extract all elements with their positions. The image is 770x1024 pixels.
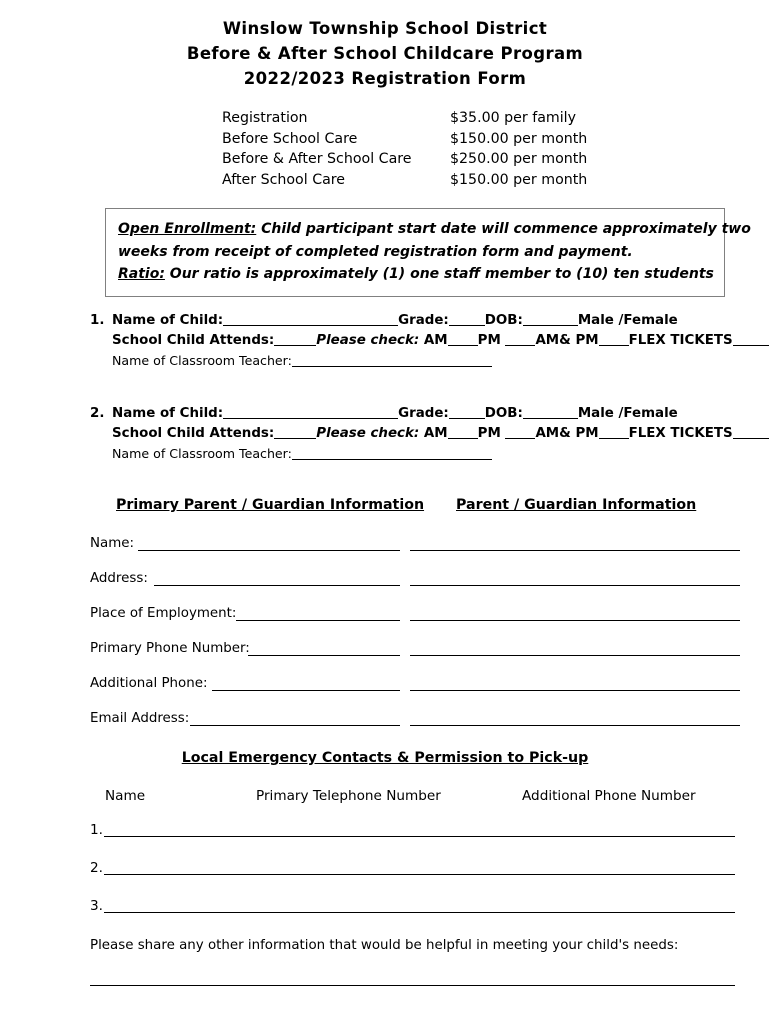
pm-checkbox[interactable] <box>505 438 535 439</box>
flex-tickets-label: FLEX TICKETS <box>628 426 733 441</box>
pm-checkbox[interactable] <box>505 345 535 346</box>
child-teacher-input[interactable] <box>292 459 492 460</box>
open-enrollment-label: Open Enrollment: <box>118 221 257 237</box>
child-school-fields <box>112 331 769 351</box>
parent-field-label: Additional Phone: <box>90 676 208 691</box>
am-pm-checkbox[interactable] <box>599 438 629 439</box>
title-line-form: 2022/2023 Registration Form <box>243 69 527 88</box>
child-grade-input[interactable] <box>449 418 485 419</box>
emergency-contact-row <box>90 860 735 898</box>
child-school-label: School Child Attends: <box>112 426 275 441</box>
child-name-fields <box>112 404 740 424</box>
please-check-label: Please check: <box>316 426 420 441</box>
fee-name: Before School Care <box>222 130 358 147</box>
parent-field-label: Name: <box>90 536 135 551</box>
child-grade-label: Grade: <box>398 313 449 328</box>
flex-tickets-input[interactable] <box>733 345 769 346</box>
ratio-line <box>118 263 712 286</box>
additional-info-input[interactable] <box>90 985 735 986</box>
emergency-contact-row <box>90 822 735 860</box>
fee-table <box>222 108 642 190</box>
fee-name: Before & After School Care <box>222 151 412 167</box>
pm-label: PM <box>477 333 501 348</box>
am-pm-label: AM& PM <box>535 426 599 441</box>
child-name-input[interactable] <box>223 418 398 419</box>
am-checkbox[interactable] <box>448 438 478 439</box>
child-teacher-row <box>90 444 740 464</box>
ratio-label: Ratio: <box>118 266 165 282</box>
child-school-row <box>90 331 740 351</box>
primary-parent-primary-phone-input[interactable] <box>248 655 400 656</box>
child-dob-input[interactable] <box>523 325 578 326</box>
emergency-column-name: Name <box>105 788 146 804</box>
parent-field-row <box>90 711 740 746</box>
pm-label: PM <box>477 426 501 441</box>
emergency-contact-input-1[interactable] <box>104 836 735 837</box>
parent-field-label: Email Address: <box>90 711 190 726</box>
fee-row <box>222 149 642 170</box>
child-name-row <box>90 311 740 331</box>
primary-parent-name-input[interactable] <box>138 550 400 551</box>
secondary-parent-heading: Parent / Guardian Information <box>456 497 697 513</box>
child-dob-label: DOB: <box>484 313 523 328</box>
form-title-block <box>0 0 770 91</box>
parent-field-row <box>90 571 740 606</box>
fee-name: After School Care <box>222 171 346 188</box>
emergency-contact-input-3[interactable] <box>104 912 735 913</box>
child-dob-input[interactable] <box>523 418 578 419</box>
ratio-text: Our ratio is approximately (1) one staff member to (10) ten students <box>164 266 714 282</box>
child-name-row <box>90 404 740 424</box>
child-school-input[interactable] <box>274 345 316 346</box>
emergency-section-heading <box>0 750 770 766</box>
child-name-input[interactable] <box>223 325 398 326</box>
secondary-parent-employment-input[interactable] <box>410 620 740 621</box>
parent-field-label: Primary Phone Number: <box>90 641 250 656</box>
fee-name: Registration <box>222 110 308 126</box>
emergency-contact-row <box>90 898 735 936</box>
open-enrollment-box <box>105 208 751 297</box>
child-school-fields <box>112 424 769 444</box>
am-checkbox[interactable] <box>448 345 478 346</box>
child-grade-label: Grade: <box>398 406 449 421</box>
child-teacher-label: Name of Classroom Teacher: <box>112 446 292 461</box>
please-check-label: Please check: <box>316 333 420 348</box>
parent-field-label: Address: <box>90 571 148 586</box>
emergency-contact-input-2[interactable] <box>104 874 735 875</box>
open-enrollment-line-2: weeks from receipt of completed registration form and payment. <box>118 243 633 260</box>
child-name-fields <box>112 311 740 331</box>
open-enrollment-text-1: Child participant start date will commence approximately two <box>256 221 751 237</box>
emergency-row-number: 3. <box>90 898 103 914</box>
am-label: AM <box>423 333 448 348</box>
fee-price: $35.00 per family <box>450 110 577 126</box>
primary-parent-heading: Primary Parent / Guardian Information <box>116 497 425 513</box>
secondary-parent-name-input[interactable] <box>410 550 740 551</box>
child-school-label: School Child Attends: <box>112 333 275 348</box>
child-school-row <box>90 424 740 444</box>
parent-field-row <box>90 676 740 711</box>
emergency-column-additional-phone: Additional Phone Number <box>522 788 696 804</box>
primary-parent-employment-input[interactable] <box>236 620 400 621</box>
parent-fields <box>90 536 740 746</box>
secondary-parent-address-input[interactable] <box>410 585 740 586</box>
open-enrollment-line-1 <box>118 218 751 241</box>
primary-parent-email-input[interactable] <box>190 725 400 726</box>
child-teacher-input[interactable] <box>292 366 492 367</box>
parent-field-row <box>90 606 740 641</box>
fee-price: $150.00 per month <box>450 171 588 188</box>
secondary-parent-primary-phone-input[interactable] <box>410 655 740 656</box>
title-line-district: Winslow Township School District <box>222 19 548 38</box>
emergency-heading-text: Local Emergency Contacts & Permission to Pick-up <box>181 750 589 766</box>
fee-price: $250.00 per month <box>450 151 588 167</box>
am-label: AM <box>423 426 448 441</box>
child-entry-2 <box>90 404 740 464</box>
parent-field-label: Place of Employment: <box>90 606 237 621</box>
child-teacher-row <box>90 351 740 371</box>
parent-field-row <box>90 641 740 676</box>
child-teacher-label: Name of Classroom Teacher: <box>112 353 292 368</box>
parent-field-row <box>90 536 740 571</box>
child-grade-input[interactable] <box>449 325 485 326</box>
fee-row <box>222 129 642 150</box>
am-pm-label: AM& PM <box>535 333 599 348</box>
fee-row <box>222 108 642 129</box>
child-name-label: Name of Child: <box>112 406 224 421</box>
am-pm-checkbox[interactable] <box>599 345 629 346</box>
flex-tickets-label: FLEX TICKETS <box>628 333 733 348</box>
child-gender-label: Male /Female <box>577 406 678 421</box>
child-school-input[interactable] <box>274 438 316 439</box>
child-number: 2. <box>90 406 105 421</box>
flex-tickets-input[interactable] <box>733 438 769 439</box>
primary-parent-additional-phone-input[interactable] <box>212 690 400 691</box>
emergency-contact-lines <box>90 822 735 936</box>
child-dob-label: DOB: <box>484 406 523 421</box>
fee-row <box>222 170 642 191</box>
emergency-column-primary-phone: Primary Telephone Number <box>256 788 441 804</box>
title-line-program: Before & After School Childcare Program <box>186 44 584 63</box>
child-entry-1 <box>90 311 740 371</box>
secondary-parent-additional-phone-input[interactable] <box>410 690 740 691</box>
fee-price: $150.00 per month <box>450 130 588 147</box>
additional-info-prompt: Please share any other information that would be helpful in meeting your child's needs: <box>90 938 679 953</box>
primary-parent-address-input[interactable] <box>154 585 400 586</box>
emergency-row-number: 2. <box>90 860 103 876</box>
child-number: 1. <box>90 313 105 328</box>
child-gender-label: Male /Female <box>577 313 678 328</box>
emergency-row-number: 1. <box>90 822 103 838</box>
secondary-parent-email-input[interactable] <box>410 725 740 726</box>
child-name-label: Name of Child: <box>112 313 224 328</box>
